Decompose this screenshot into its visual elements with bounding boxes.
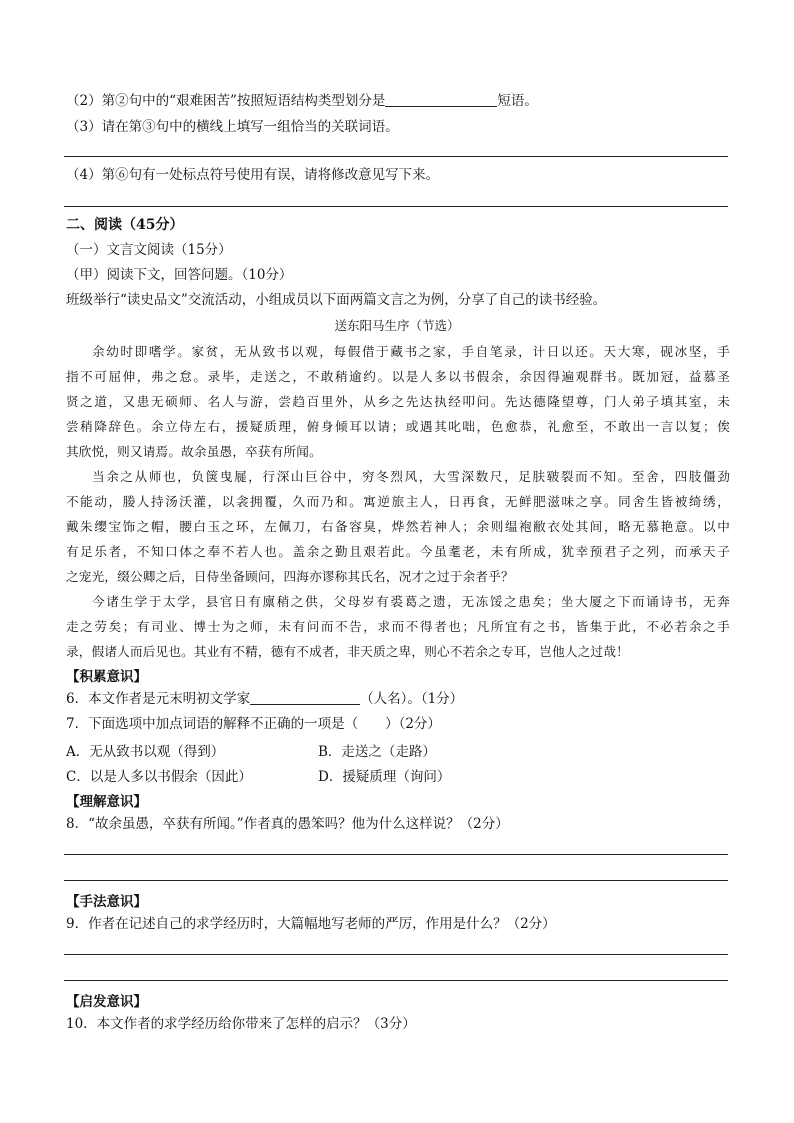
option-c[interactable]: C．以是人多以书假余（因此） [66,769,252,785]
passage-line: 尝稍降辞色。余立侍左右，援疑质理，俯身倾耳以请；或遇其叱咄，色愈恭，礼愈至，不敢出一言以复；俟 [66,419,730,434]
question-2-text: （2）第②句中的“艰难困苦”按照短语结构类型划分是 [66,93,386,109]
subsection-heading-jia: （甲）阅读下文，回答问题。（10分） [66,267,293,283]
section-tag-technique: 【手法意识】 [66,894,147,910]
question-7: 7．下面选项中加点词语的解释不正确的一项是（ ）（2分） [66,716,441,732]
question-2-suffix: 短语。 [497,93,538,109]
passage-title: 送东阳马生序（节选） [334,318,460,333]
passage-line: 贤之道，又患无硕师、名人与游，尝趋百里外，从乡之先达执经叩问。先达德隆望尊，门人弟子填其室，未 [66,394,730,409]
answer-line[interactable] [64,156,728,157]
passage-line: 指不可屈伸，弗之怠。录毕，走送之，不敢稍逾约。以是人多以书假余，余因得遍观群书。既加冠，益慕圣 [66,369,730,384]
answer-line[interactable] [64,980,728,981]
passage-line: 其欣悦，则又请焉。故余虽愚，卒获有所闻。 [66,444,322,459]
answer-line[interactable] [64,954,728,955]
section-tag-accumulation: 【积累意识】 [66,669,147,685]
section-tag-understanding: 【理解意识】 [66,794,147,810]
passage-line: 有足乐者，不知口体之奉不若人也。盖余之勤且艰若此。今虽耄老，未有所成，犹幸预君子之列，而承天子 [66,544,730,559]
question-4: （4）第⑥句有一处标点符号使用有误，请将修改意见写下来。 [66,167,440,183]
subsection-heading: （一）文言文阅读（15分） [66,242,232,258]
answer-line[interactable] [64,854,728,855]
activity-intro: 班级举行“读史品文”交流活动，小组成员以下面两篇文言之为例，分享了自己的读书经验。 [66,292,607,308]
question-6 [66,690,463,708]
passage-line: 走之劳矣；有司业、博士为之师，未有问而不告，求而不得者也；凡所宜有之书，皆集于此，不必若余之手 [66,619,730,634]
passage-paragraph-3 [66,589,730,664]
passage-line: 余幼时即嗜学。家贫，无从致书以观，每假借于藏书之家，手自笔录，计日以还。天大寒，砚冰坚，手 [92,344,730,359]
question-8: 8．“故余虽愚，卒获有所闻。”作者真的愚笨吗？他为什么这样说？（2分） [66,816,509,832]
passage-paragraph-1 [66,339,730,464]
option-b[interactable]: B．走送之（走路） [318,744,436,760]
question-6-suffix: （人名）。（1分） [360,691,464,707]
passage-line: 今诸生学于太学，县官日有廪稍之供，父母岁有裘葛之遗，无冻馁之患矣；坐大厦之下而诵诗书，无奔 [92,594,730,609]
question-10: 10．本文作者的求学经历给你带来了怎样的启示？（3分） [66,1016,416,1032]
passage-line: 当余之从师也，负箧曳屣，行深山巨谷中，穷冬烈风，大雪深数尺，足肤皲裂而不知。至舍，四肢僵劲 [92,469,730,484]
question-2 [66,92,538,110]
passage-line: 之宠光，缀公卿之后，日侍坐备顾问，四海亦谬称其氏名，况才之过于余者乎？ [66,569,514,584]
passage-line: 录，假诸人而后见也。其业有不精，德有不成者，非天质之卑，则心不若余之专耳，岂他人之过哉！ [66,644,629,659]
question-2-blank[interactable] [385,92,497,107]
question-6-blank[interactable] [250,690,360,705]
question-9: 9．作者在记述自己的求学经历时，大篇幅地写老师的严厉，作用是什么？（2分） [66,916,556,932]
answer-line[interactable] [64,880,728,881]
option-d[interactable]: D．援疑质理（询问） [318,769,451,785]
section-tag-inspiration: 【启发意识】 [66,994,147,1010]
passage-line: 戴朱缨宝饰之帽，腰白玉之环，左佩刀，右备容臭，烨然若神人；余则缊袍敝衣处其间，略无慕艳意。以中 [66,519,730,534]
option-a[interactable]: A．无从致书以观（得到） [66,744,225,760]
passage-line: 不能动，媵人持汤沃灌，以衾拥覆，久而乃和。寓逆旅主人，日再食，无鲜肥滋味之享。同舍生皆被绮绣， [66,494,730,509]
question-3: （3）请在第③句中的横线上填写一组恰当的关联词语。 [66,119,399,135]
section-heading: 二、阅读（45分） [66,217,184,233]
question-6-text: 6．本文作者是元末明初文学家 [66,691,251,707]
passage-paragraph-2 [66,464,730,589]
answer-line[interactable] [64,206,728,207]
